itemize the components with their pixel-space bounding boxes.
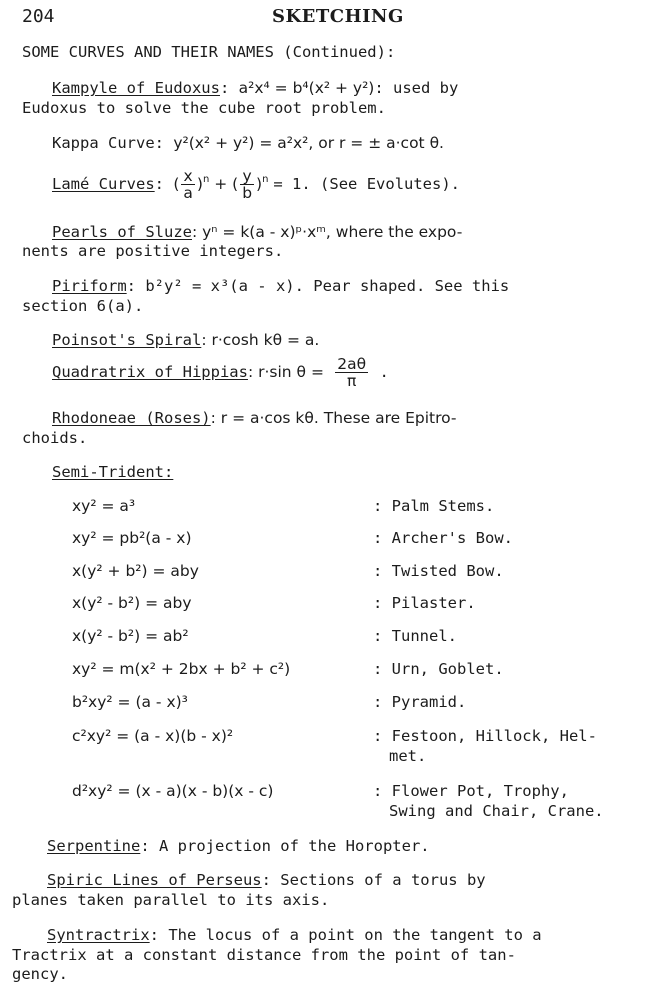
fraction-2a-theta-over-pi: $\frac{2a\theta}{\pi}$	[337, 355, 367, 390]
entry-rhodoneae-cont: choids.	[22, 429, 88, 447]
curve-name: Kappa Curve:	[52, 134, 164, 152]
curve-name: Lamé Curves	[52, 175, 155, 193]
semi-trident-heading: Semi-Trident:	[52, 463, 174, 481]
table-row-formula: xy² = m(x² + 2bx + b² + c²)	[72, 660, 291, 678]
entry-kampyle-cont: Eudoxus to solve the cube root problem.	[22, 99, 386, 117]
entry-poinsot	[52, 330, 319, 350]
formula: : r = a·cos kθ. These are Epitro-	[210, 409, 457, 427]
formula: y²(x² + y²) = a²x², or r = ± a·cot θ.	[173, 134, 444, 152]
section-heading: SOME CURVES AND THEIR NAMES (Continued):	[22, 43, 396, 61]
entry-lame: Lamé Curves: ( $\frac{x}{a}$ )$^n$ + ( $\frac{y}{b}$ )$^n$ = 1. (See Evolutes).	[52, 167, 461, 202]
description: : used by	[374, 79, 459, 97]
table-row-name: : Festoon, Hillock, Hel-	[373, 727, 597, 745]
table-row-formula: x(y² + b²) = aby	[72, 562, 199, 580]
table-row-name-cont: met.	[389, 747, 427, 765]
table-row-formula: d²xy² = (x - a)(x - b)(x - c)	[72, 782, 274, 800]
description: : A projection of the Horopter.	[140, 837, 430, 855]
table-row-name: : Archer's Bow.	[373, 529, 513, 547]
table-row-name: : Pyramid.	[373, 693, 467, 711]
description: : The locus of a point on the tangent to a	[149, 926, 542, 944]
formula: a²x⁴ = b⁴(x² + y²)	[238, 79, 375, 97]
table-row-name: : Tunnel.	[373, 627, 457, 645]
entry-syntractrix	[47, 925, 542, 945]
formula: : r·sin θ =	[247, 363, 324, 381]
entry-rhodoneae	[52, 408, 457, 428]
entry-serpentine	[47, 836, 430, 856]
table-row-formula: c²xy² = (a - x)(b - x)²	[72, 727, 234, 745]
table-row-formula: x(y² - b²) = aby	[72, 594, 192, 612]
fraction-x-over-a: $\frac{x}{a}$	[183, 167, 193, 202]
entry-syntractrix-cont: Tractrix at a constant distance from the point of tan-	[12, 946, 516, 964]
curve-name: Quadratrix of Hippias	[52, 363, 248, 381]
table-row-formula: x(y² - b²) = ab²	[72, 627, 189, 645]
entry-spiric	[47, 870, 486, 890]
curve-name: Rhodoneae (Roses)	[52, 409, 211, 427]
entry-pearls	[52, 222, 462, 242]
description: = 1. (See Evolutes).	[273, 175, 461, 193]
table-row-formula: xy² = a³	[72, 497, 136, 515]
entry-spiric-cont: planes taken parallel to its axis.	[12, 891, 330, 909]
curve-name: Piriform	[52, 277, 127, 295]
table-row-formula: xy² = pb²(a - x)	[72, 529, 192, 547]
formula: : yⁿ = k(a - x)ᵖ·xᵐ, where the expo-	[191, 223, 463, 241]
description: : Sections of a torus by	[261, 871, 486, 889]
entry-piriform	[52, 276, 509, 296]
entry-pearls-cont: nents are positive integers.	[22, 242, 284, 260]
curve-name: Kampyle of Eudoxus	[52, 79, 220, 97]
entry-kappa	[52, 133, 444, 153]
curve-name: Spiric Lines of Perseus	[47, 871, 262, 889]
curve-name: Syntractrix	[47, 926, 150, 944]
table-row-name: : Palm Stems.	[373, 497, 495, 515]
entry-kampyle: Kampyle of Eudoxus: a²x⁴ = b⁴(x² + y²): used by	[52, 79, 459, 97]
table-row-name: : Twisted Bow.	[373, 562, 504, 580]
curve-name: Serpentine	[47, 837, 141, 855]
fraction-y-over-b: $\frac{y}{b}$	[242, 167, 253, 202]
table-row-name: : Pilaster.	[373, 594, 476, 612]
entry-piriform-cont: section 6(a).	[22, 297, 144, 315]
curve-name: Poinsot's Spiral	[52, 331, 202, 349]
formula: : r·cosh kθ = a.	[201, 331, 320, 349]
entry-syntractrix-cont2: gency.	[12, 965, 68, 983]
table-row-name: : Urn, Goblet.	[373, 660, 504, 678]
curve-name: Pearls of Sluze	[52, 223, 192, 241]
formula: : b²y² = x³(a - x). Pear shaped. See this	[126, 277, 510, 295]
table-row-name: : Flower Pot, Trophy,	[373, 782, 569, 800]
page-number: 204	[22, 6, 55, 27]
table-row-name-cont: Swing and Chair, Crane.	[389, 802, 604, 820]
entry-quadratrix: Quadratrix of Hippias: r·sin θ = $\frac{2a\theta}{\pi}$ .	[52, 355, 389, 390]
page-title: SKETCHING	[272, 6, 404, 27]
table-row-formula: b²xy² = (a - x)³	[72, 693, 188, 711]
